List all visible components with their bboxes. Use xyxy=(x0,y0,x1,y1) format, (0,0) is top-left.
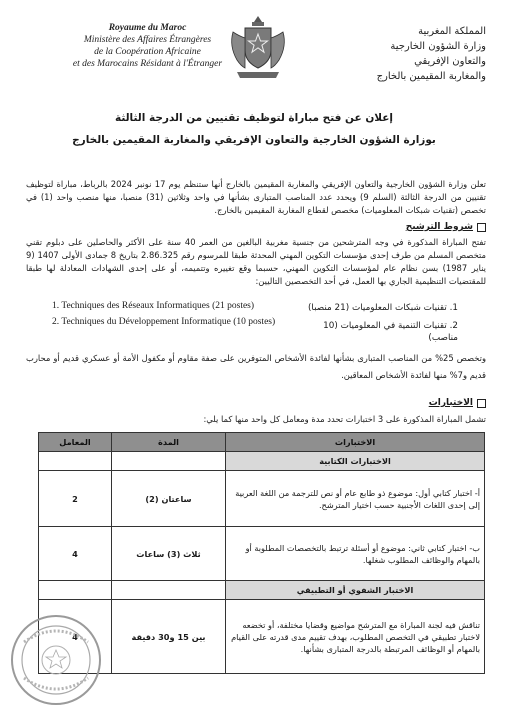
conditions-heading xyxy=(406,222,486,232)
specialties-list-ar xyxy=(298,302,458,344)
tests-heading-label: الاختبارات xyxy=(428,398,473,408)
table-row xyxy=(39,600,485,674)
table-cell-empty xyxy=(39,581,112,600)
test-duration: ساعتان (2) xyxy=(112,471,226,527)
specialty-fr-1: 1. Techniques des Réseaux Informatiques (21 postes) xyxy=(52,301,255,311)
fr-line-cooperation: de la Coopération Africaine xyxy=(94,47,201,57)
checkbox-bullet-icon xyxy=(477,399,486,408)
test-description: تناقش فيه لجنة المباراة مع المترشح مواضيع وقضايا مختلفة، أو تخضعه لاختبار تطبيقي في التخصص المطلوب، بهدف تقييم مدى قدرته على القيام بالمهام أو الوظائف المرتبطة بالدرجة المتبارى بشأنها. xyxy=(226,600,485,674)
column-header-coefficient: المعامل xyxy=(39,433,112,452)
oral-test-label: الاختبار الشفوي أو التطبيقي xyxy=(226,581,485,600)
announcement-title: إعلان عن فتح مباراة لتوظيف تقنيين من الدرجة الثالثة xyxy=(114,112,394,124)
test-coefficient: 2 xyxy=(39,471,112,527)
written-tests-label: الاختبارات الكتابية xyxy=(226,452,485,471)
table-header-row xyxy=(39,433,485,452)
checkbox-bullet-icon xyxy=(477,223,486,232)
tests-intro: تشمل المباراة المذكورة على 3 اختبارات تحدد مدة ومعامل كل واحد منها كما يلي: xyxy=(203,414,486,424)
column-header-duration: المدة xyxy=(112,433,226,452)
table-row xyxy=(39,452,485,471)
tests-heading xyxy=(429,398,486,408)
specialties-list-fr xyxy=(52,300,282,328)
exams-table xyxy=(38,432,485,674)
official-stamp-seal xyxy=(8,612,104,708)
table-cell-empty xyxy=(39,452,112,471)
fr-line-residents: et des Marocains Résidant à l'Étranger xyxy=(72,59,223,69)
ar-line-cooperation: والتعاون الإفريقي xyxy=(414,56,486,67)
test-coefficient: 4 xyxy=(39,527,112,581)
fr-line-kingdom: Royaume du Maroc xyxy=(108,23,187,33)
arabic-letterhead xyxy=(346,24,486,84)
test-duration: بين 15 و30 دقيقة xyxy=(112,600,226,674)
intro-paragraph: تعلن وزارة الشؤون الخارجية والتعاون الإفريقي والمغاربة المقيمين بالخارج أنها ستنظم يوم 17 نونبر 2024 بالرباط، مباراة لتوظيف تقنيين من الدرجة الثالثة (السلم 9) ويحدد عدد المناصب المتبارى بشأنها في واحد وثلاثين (31) منصبا، منها منصب واحد (1) في تخصص (تقنيات شبكات المعلوميات) مخصص لقطاع المغاربة المقيمين بالخارج. xyxy=(26,179,487,215)
ar-line-ministry: وزارة الشؤون الخارجية xyxy=(390,41,486,52)
table-row xyxy=(39,471,485,527)
table-cell-empty xyxy=(112,581,226,600)
specialty-ar-2: 2. تقنيات التنمية في المعلوميات (10 مناصب) xyxy=(323,321,458,343)
quota-paragraph: وتخصص 25% من المناصب المتبارى بشأنها لفائدة الأشخاص المتوفرين على صفة مقاوم أو مكفول الأمة أو عسكري قديم أو محارب قديم و7% منها لفائدة الأشخاص المعاقين. xyxy=(26,353,486,380)
specialty-fr-2: 2. Techniques du Développement Informatique (10 postes) xyxy=(52,317,276,327)
moroccan-coat-of-arms-emblem xyxy=(227,12,289,82)
announcement-subtitle: بوزارة الشؤون الخارجية والتعاون الإفريقي والمغاربة المقيمين بالخارج xyxy=(72,134,436,146)
column-header-tests: الاختبارات xyxy=(226,433,485,452)
ar-line-kingdom: المملكة المغربية xyxy=(418,26,486,37)
table-row xyxy=(39,581,485,600)
conditions-heading-label: شروط الترشيح xyxy=(405,222,473,232)
test-description: أ- اختبار كتابي أول: موضوع ذو طابع عام أو نص للترجمة من اللغة العربية إلى إحدى اللغات الأجنبية حسب اختيار المترشح. xyxy=(226,471,485,527)
conditions-paragraph: تفتح المباراة المذكورة في وجه المترشحين من جنسية مغربية البالغين من العمر 40 سنة على الأكثر والحاصلين على دبلوم تقني متخصص المسلم من طرف إحدى مؤسسات التكوين المهني المحدثة طبقا للمرسوم رقم 2.86.325 بتاريخ 8 جمادى الأولى 1407 (9 يناير 1987) بسن نظام عام لمؤسسات التكوين المهني، حسبما وقع تغييره وتتميمه، أو على إحدى الشهادات المعادلة لها طبقا للمقتضيات التنظيمية الجاري بها العمل، في أحد التخصصين التاليين: xyxy=(26,237,487,286)
fr-line-ministry: Ministère des Affaires Étrangères xyxy=(83,35,212,45)
ar-line-residents: والمغاربة المقيمين بالخارج xyxy=(376,71,486,82)
test-description: ب- اختبار كتابي ثاني: موضوع أو أسئلة ترتبط بالتخصصات المطلوبة أو بالمهام والوظائف المطلوب شغلها. xyxy=(226,527,485,581)
table-row xyxy=(39,527,485,581)
test-duration: ثلاث (3) ساعات xyxy=(112,527,226,581)
french-letterhead xyxy=(60,22,235,70)
table-cell-empty xyxy=(112,452,226,471)
test-coefficient: 4 xyxy=(39,600,112,674)
specialty-ar-1: 1. تقنيات شبكات المعلوميات (21 منصبا) xyxy=(307,303,458,313)
